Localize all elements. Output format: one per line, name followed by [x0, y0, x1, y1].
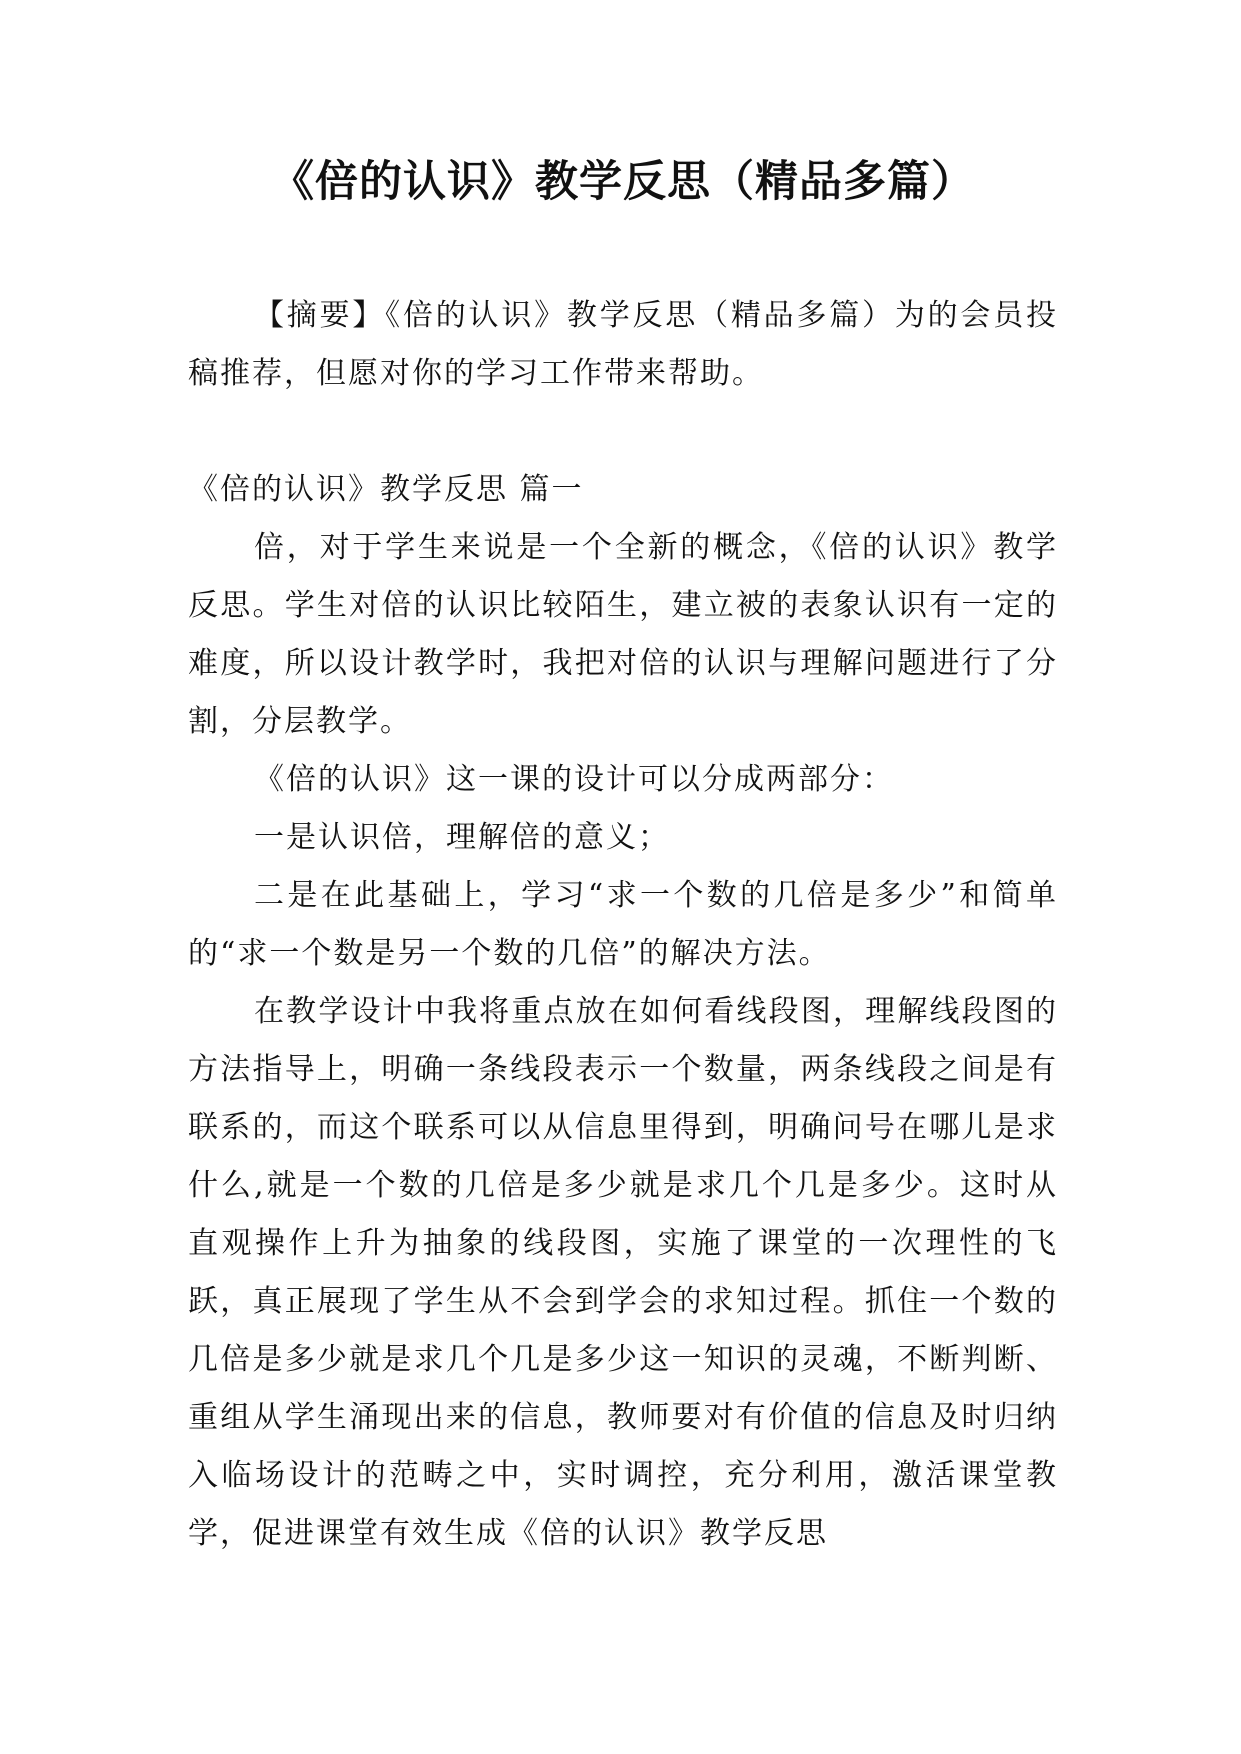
blank-line [188, 403, 1058, 461]
document-body [188, 287, 1058, 1563]
body-paragraph-5: 在教学设计中我将重点放在如何看线段图，理解线段图的方法指导上，明确一条线段表示一个数量，两条线段之间是有联系的，而这个联系可以从信息里得到，明确问号在哪儿是求什么,就是一个数的几倍是多少就是求几个几是多少。这时从直观操作上升为抽象的线段图，实施了课堂的一次理性的飞跃，真正展现了学生从不会到学会的求知过程。抓住一个数的几倍是多少就是求几个几是多少这一知识的灵魂，不断判断、重组从学生涌现出来的信息，教师要对有价值的信息及时归纳入临场设计的范畴之中，实时调控，充分利用，激活课堂教学，促进课堂有效生成《倍的认识》教学反思 [188, 994, 1058, 1551]
body-paragraph-4: 二是在此基础上，学习“求一个数的几倍是多少”和简单的“求一个数是另一个数的几倍”的解决方法。 [188, 878, 1058, 971]
document-title: 《倍的认识》教学反思（精品多篇） [271, 157, 975, 207]
body-paragraph-3: 一是认识倍，理解倍的意义； [254, 820, 670, 855]
body-paragraph-2: 《倍的认识》这一课的设计可以分成两部分： [254, 762, 894, 797]
section-heading: 《倍的认识》教学反思 篇一 [188, 472, 584, 507]
body-paragraph-1: 倍，对于学生来说是一个全新的概念，《倍的认识》教学反思。学生对倍的认识比较陌生，建立被的表象认识有一定的难度，所以设计教学时，我把对倍的认识与理解问题进行了分割，分层教学。 [188, 530, 1058, 739]
summary-paragraph: 【摘要】《倍的认识》教学反思（精品多篇）为的会员投稿推荐，但愿对你的学习工作带来帮助。 [188, 298, 1058, 391]
